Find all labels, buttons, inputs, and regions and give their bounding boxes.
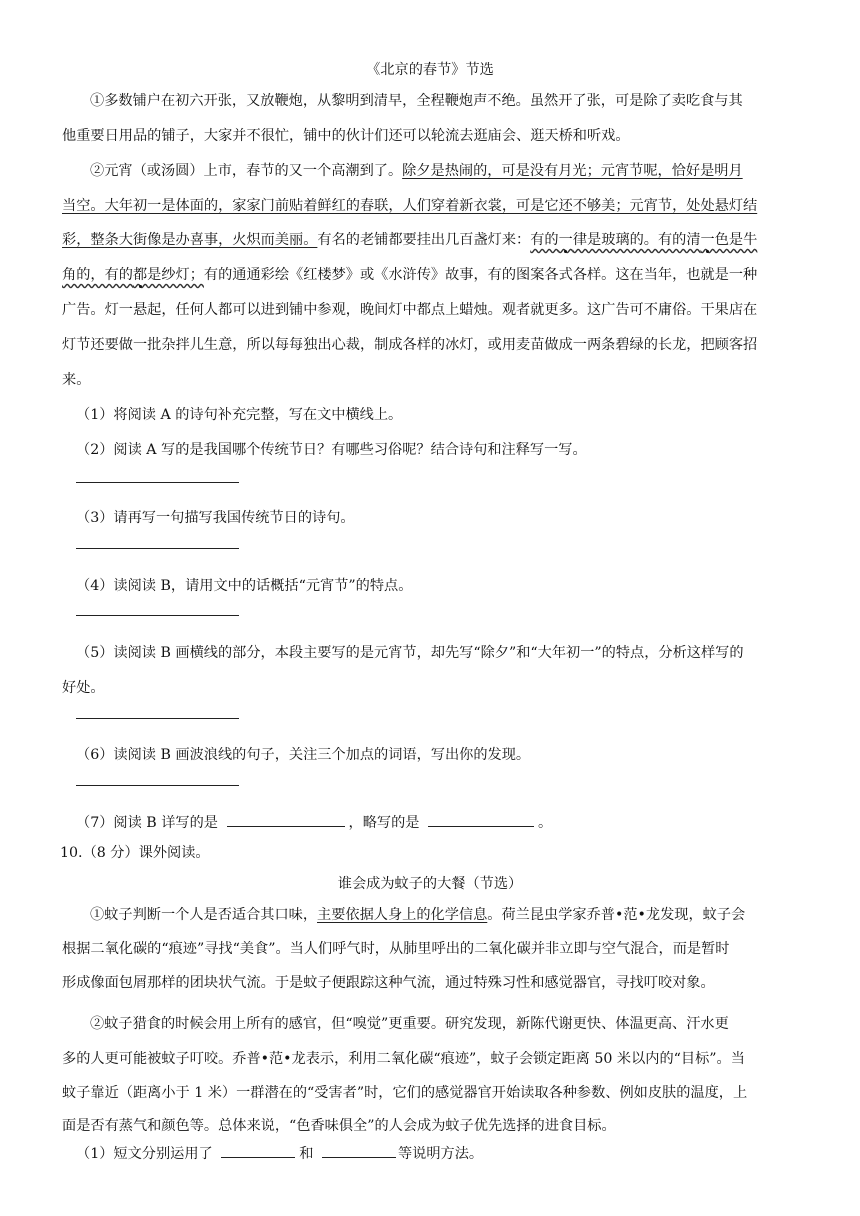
passage-b-p2-line5: 广告。灯一悬起，任何人都可以进到铺中参观，晚间灯中都点上蜡烛。观者就更多。这广告可不庸俗。干果店在 xyxy=(62,302,758,318)
underlined-sentence: 当空。大年初一是体面的，家家门前贴着鲜红的春联，人们穿着新衣裳，可是它还不够美；元宵节，处处悬灯结 xyxy=(62,198,758,214)
passage-c-p1-line3: 形成像面包屑那样的团块状气流。于是蚊子便跟踪这种气流，通过特殊习性和感觉器官，寻找叮咬对象。 xyxy=(62,975,715,991)
passage-b-p2-line6: 灯节还要做一批杂拌儿生意，所以每每独出心裁，制成各样的冰灯，或用麦苗做成一两条碧绿的长龙，把顾客招 xyxy=(62,337,758,353)
passage-b-p2-line4 xyxy=(62,264,757,286)
blank-brief[interactable] xyxy=(428,810,534,827)
answer-line-q3[interactable] xyxy=(76,548,239,549)
question-10-1: （1）短文分别运用了 和 等说明方法。 xyxy=(76,1141,483,1163)
passage-b-p2-line7: 来。 xyxy=(62,372,91,388)
passage-b-p2-line1 xyxy=(90,160,743,182)
answer-line-q6[interactable] xyxy=(76,785,239,786)
dotted-word: 一 xyxy=(700,232,715,248)
passage-b-p2-line3 xyxy=(62,229,757,251)
question-7: （7）阅读 B 详写的是 ，略写的是 。 xyxy=(76,810,552,832)
plain-text: 有的通通彩绘《红楼梦》或《水浒传》故事，有的图案各式各样。这在当年，也就是一种 xyxy=(203,267,758,283)
passage-c-p2-line1: ②蚊子猎食的时候会用上所有的感官，但“嗅觉”更重要。研究发现，新陈代谢更快、体温更高、汗水更 xyxy=(90,1016,729,1032)
question-2: （2）阅读 A 写的是我国哪个传统节日？有哪些习俗呢？结合诗句和注释写一写。 xyxy=(76,442,587,458)
question-4: （4）读阅读 B，请用文中的话概括“元宵节”的特点。 xyxy=(76,578,413,594)
answer-line-q2[interactable] xyxy=(76,482,239,483)
passage-c-title: 谁会成为蚊子的大餐（节选） xyxy=(337,876,523,892)
question-1: （1）将阅读 A 的诗句补充完整，写在文中横线上。 xyxy=(76,407,403,423)
passage-b-p1-line1: ①多数铺户在初六开张，又放鞭炮，从黎明到清早，全程鞭炮声不绝。虽然开了张，可是除了卖吃食与其 xyxy=(90,93,743,109)
question-10-heading: 10.（8 分）课外阅读。 xyxy=(60,845,210,861)
blank-detailed[interactable] xyxy=(227,810,345,827)
underlined-sentence: 除夕是热闹的，可是没有月光；元宵节呢，恰好是明月 xyxy=(402,163,743,179)
blank-method-2[interactable] xyxy=(322,1141,396,1158)
wavy-sentence: 角的，有的都是纱灯； xyxy=(62,267,204,283)
question-5-line1: （5）读阅读 B 画横线的部分，本段主要写的是元宵节，却先写“除夕”和“大年初一”的特点，分析这样写的 xyxy=(76,645,744,661)
passage-b-p2-line2 xyxy=(62,195,757,217)
wavy-sentence: 有的一律是玻璃的。有的清一色是牛 xyxy=(530,232,758,248)
dotted-word: 都 xyxy=(132,267,148,283)
passage-b-p1-line2: 他重要日用品的铺子，大家并不很忙，铺中的伙计们还可以轮流去逛庙会、逛天桥和听戏。 xyxy=(62,128,630,144)
passage-c-p2-line4: 面是否有蒸气和颜色等。总体来说，“色香味俱全”的人会成为蚊子优先选择的进食目标。 xyxy=(62,1118,616,1134)
question-5-line2: 好处。 xyxy=(62,680,105,696)
blank-method-1[interactable] xyxy=(221,1141,295,1158)
question-6: （6）读阅读 B 画波浪线的句子，关注三个加点的词语，写出你的发现。 xyxy=(76,747,531,763)
underlined-sentence: 彩，整条大街像是办喜事，火炽而美丽。 xyxy=(62,232,318,248)
answer-line-q4[interactable] xyxy=(76,615,239,616)
dotted-word: 一 xyxy=(558,232,573,248)
p2-intro-text: ②元宵（或汤圆）上市，春节的又一个高潮到了。 xyxy=(90,163,403,179)
underlined-phrase: 主要依据人身上的化学信息 xyxy=(317,907,488,923)
question-3: （3）请再写一句描写我国传统节日的诗句。 xyxy=(76,510,355,526)
passage-c-p2-line2: 多的人更可能被蚊子叮咬。乔普•范•龙表示，利用二氧化碳“痕迹”，蚊子会锁定距离 50 米以内的“目标”。当 xyxy=(62,1051,745,1067)
passage-c-p1-line2: 根据二氧化碳的“痕迹”寻找“美食”。当人们呼气时，从肺里呼出的二氧化碳并非立即与空气混合，而是暂时 xyxy=(62,941,730,957)
passage-b-title: 《北京的春节》节选 xyxy=(366,62,494,78)
answer-line-q5[interactable] xyxy=(76,718,239,719)
plain-text: 有名的老铺都要挂出几百盏灯来： xyxy=(317,232,531,248)
passage-c-p2-line3: 蚊子靠近（距离小于 1 米）一群潜在的“受害者”时，它们的感觉器官开始读取各种参数、例如皮肤的温度，上 xyxy=(62,1085,748,1101)
passage-c-p1-line1: ①蚊子判断一个人是否适合其口味，主要依据人身上的化学信息。荷兰昆虫学家乔普•范•龙发现，蚊子会 xyxy=(90,907,746,923)
